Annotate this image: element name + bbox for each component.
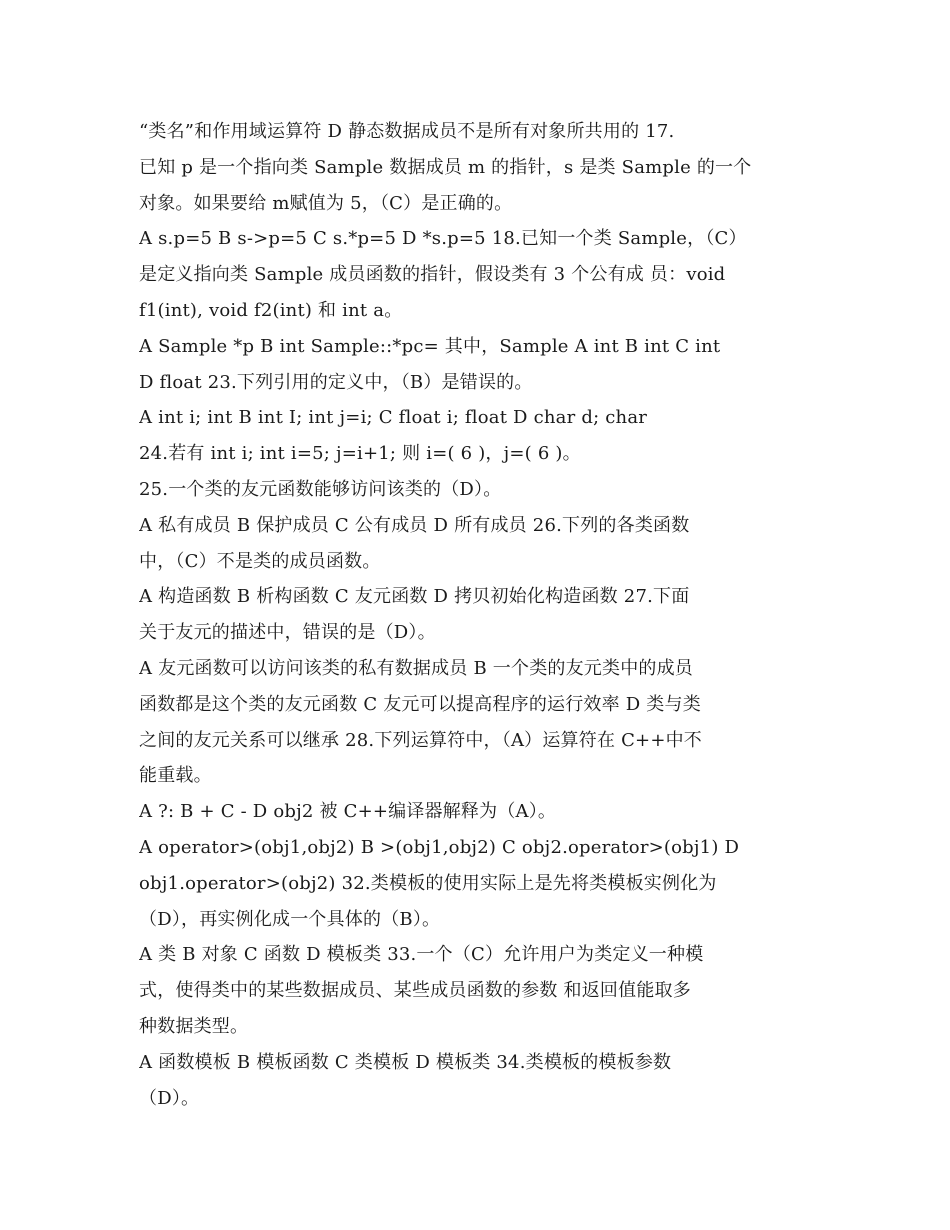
text-line: A 函数模板 B 模板函数 C 类模板 D 模板类 34.类模板的模板参数 bbox=[139, 1051, 672, 1073]
text-line: A 友元函数可以访问该类的私有数据成员 B 一个类的友元类中的成员 bbox=[139, 657, 693, 679]
text-line: A int i; int B int I; int j=i; C float i; float D char d; char bbox=[139, 407, 648, 429]
text-line: f1(int), void f2(int) 和 int a。 bbox=[139, 299, 403, 321]
text-line: 能重载。 bbox=[139, 765, 212, 787]
text-line: 种数据类型。 bbox=[139, 1015, 249, 1037]
text-line: 25.一个类的友元函数能够访问该类的（D）。 bbox=[139, 478, 502, 500]
text-line: 之间的友元关系可以继承 28.下列运算符中，（A）运算符在 C++中不 bbox=[139, 729, 703, 751]
text-line: 对象。如果要给 m赋值为 5，（C）是正确的。 bbox=[139, 192, 513, 214]
text-line: A 私有成员 B 保护成员 C 公有成员 D 所有成员 26.下列的各类函数 bbox=[139, 514, 690, 536]
text-line: 是定义指向类 Sample 成员函数的指针，假设类有 3 个公有成 员：void bbox=[139, 264, 726, 286]
text-line: （D），再实例化成一个具体的（B）。 bbox=[139, 908, 441, 930]
text-line: A operator>(obj1,obj2) B >(obj1,obj2) C obj2.operator>(obj1) D bbox=[139, 836, 740, 858]
text-line: A Sample *p B int Sample::*pc= 其中，Sample A int B int C int bbox=[139, 335, 721, 357]
text-line: A 构造函数 B 析构函数 C 友元函数 D 拷贝初始化构造函数 27.下面 bbox=[139, 586, 690, 608]
text-line: （D）。 bbox=[139, 1087, 200, 1109]
text-line: A 类 B 对象 C 函数 D 模板类 33.一个（C）允许用户为类定义一种模 bbox=[139, 944, 704, 966]
text-line: D float 23.下列引用的定义中，（B）是错误的。 bbox=[139, 371, 533, 393]
text-line: 已知 p 是一个指向类 Sample 数据成员 m 的指针，s 是类 Sample 的一个 bbox=[139, 156, 752, 178]
text-line: A s.p=5 B s->p=5 C s.*p=5 D *s.p=5 18.已知一个类 Sample，（C） bbox=[139, 228, 747, 250]
text-line: 中，（C）不是类的成员函数。 bbox=[139, 550, 381, 572]
text-line: “类名”和作用域运算符 D 静态数据成员不是所有对象所共用的 17. bbox=[139, 121, 675, 142]
text-line: 关于友元的描述中，错误的是（D）。 bbox=[139, 622, 436, 644]
text-line: 24.若有 int i; int i=5; j=i+1; 则 i=( 6 )，j=( 6 )。 bbox=[139, 443, 581, 465]
document-body bbox=[139, 114, 814, 1116]
text-line: obj1.operator>(obj2) 32.类模板的使用实际上是先将类模板实例化为 bbox=[139, 872, 717, 894]
text-line: 函数都是这个类的友元函数 C 友元可以提高程序的运行效率 D 类与类 bbox=[139, 693, 701, 715]
text-line: 式，使得类中的某些数据成员、某些成员函数的参数 和返回值能取多 bbox=[139, 980, 691, 1002]
text-line: A ?: B + C - D obj2 被 C++编译器解释为（A）。 bbox=[139, 801, 557, 823]
